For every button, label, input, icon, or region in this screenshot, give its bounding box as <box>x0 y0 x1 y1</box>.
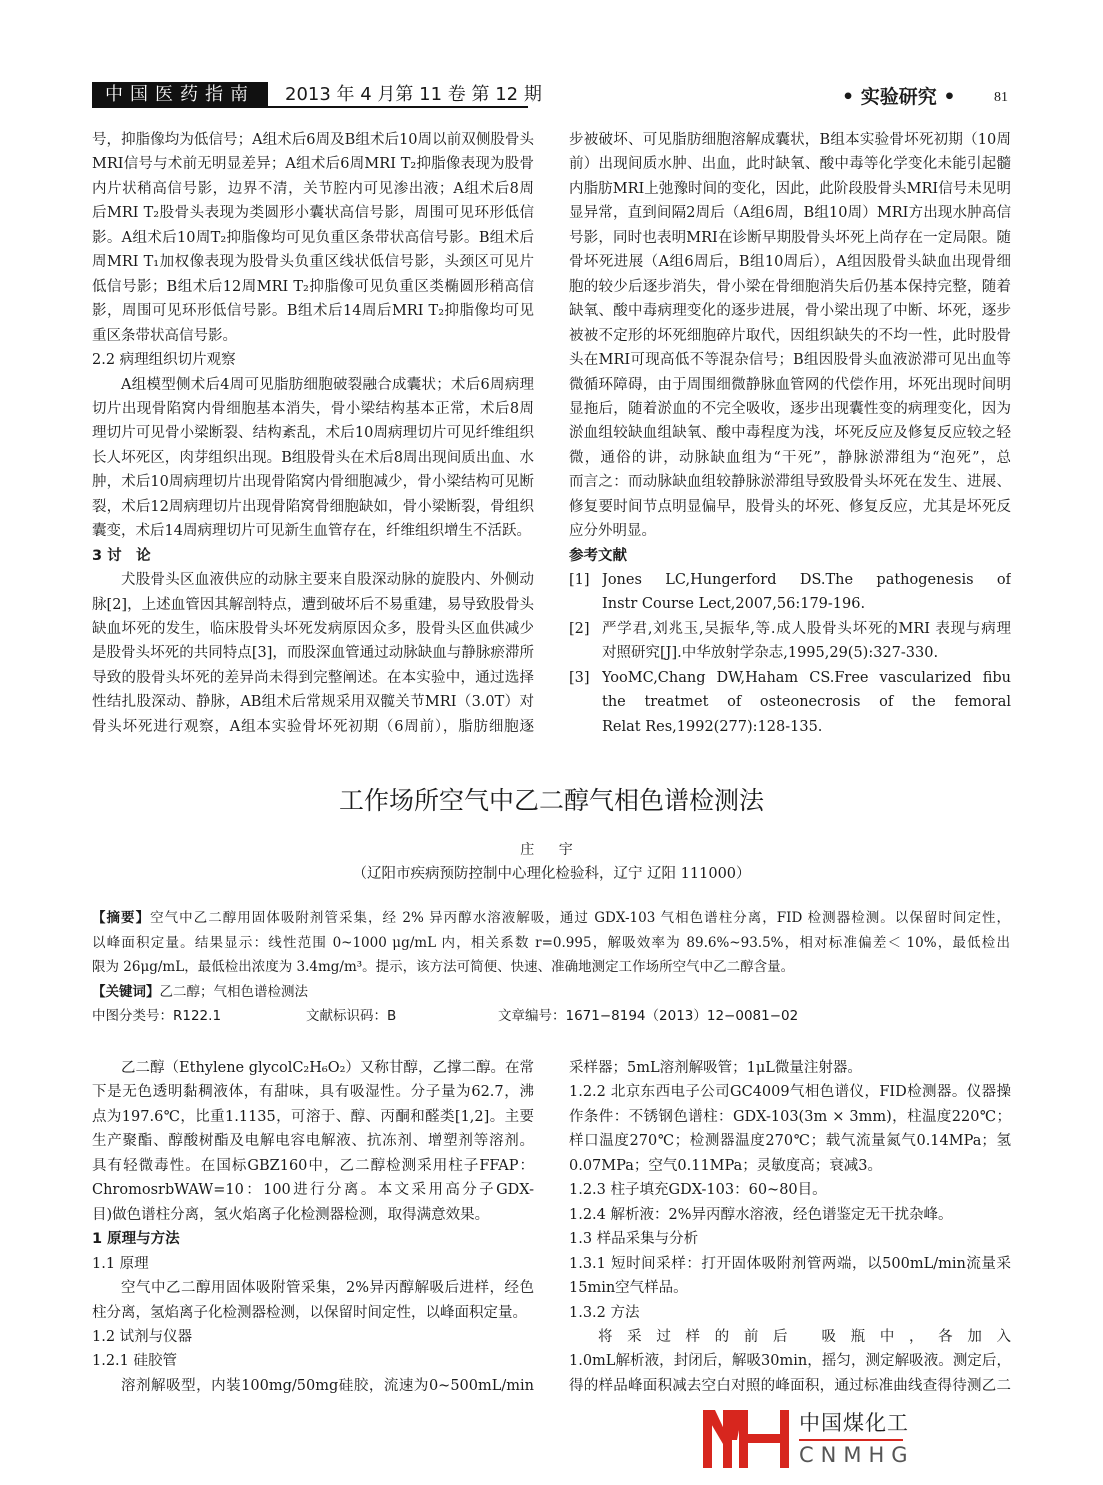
watermark-name-en: CNMHG <box>799 1443 915 1467</box>
text-line: 微循环障碍，由于周围细微静脉血管网的代偿作用，坏死出现时间明 <box>569 376 1011 393</box>
keywords: 乙二醇；气相色谱检测法 <box>159 984 308 1000</box>
abstract-line: 以峰面积定量。结果显示：线性范围 0~1000 μg/mL 内，相关系数 r=0.995，解吸效率为 89.6%~93.5%，相对标准偏差＜ 10%，最低检出 <box>92 935 1010 951</box>
text-line: 点为197.6℃，比重1.1135，可溶于、醇、丙酮和醛类[1,2]。主要 <box>92 1108 534 1125</box>
text-line: 后MRI T₂股骨头表现为类圆形小囊状高信号影，周围可见环形低信 <box>92 205 534 222</box>
abstract-label: 【摘要】 <box>92 910 151 926</box>
watermark-logo <box>703 1410 1013 1470</box>
text-line: 应分外明显。 <box>569 523 656 540</box>
text-line: 号影，同时也表明MRI在诊断早期股骨头坏死上尚存在一定局限。随 <box>569 229 1011 246</box>
text-line: 具有轻微毒性。在国标GBZ160中，乙二醇检测采用柱子FFAP： <box>92 1157 534 1174</box>
section-heading: 参考文献 <box>569 547 627 564</box>
text-line: 号，抑脂像均为低信号；A组术后6周及B组术后10周以前双侧股骨头 <box>92 132 534 148</box>
article-affiliation: （辽阳市疾病预防控制中心理化检验科，辽宁 辽阳 111000） <box>352 866 751 882</box>
reference-text: Relat Res,1992(277):128-135. <box>602 718 823 735</box>
text-line: 囊变，术后14周病理切片可见新生血管存在，纤维组织增生不活跃。 <box>92 523 531 540</box>
keywords-label: 【关键词】 <box>92 984 160 1000</box>
text-line: 1.3.1 短时间采样：打开固体吸附剂管两端，以500mL/min流量采 <box>569 1255 1011 1272</box>
reference-text: 对照研究[J].中华放射学杂志,1995,29(5):327-330. <box>602 645 939 662</box>
abstract-line: 限为 26μg/mL，最低检出浓度为 3.4mg/m³。提示，该方法可简便、快速、准确地测定工作场所空气中乙二醇含量。 <box>92 959 795 975</box>
text-line: 1.2.2 北京东西电子公司GC4009气相色谱仪，FID检测器。仪器操 <box>569 1084 1011 1101</box>
text-line: 溶剂解吸型，内装100mg/50mg硅胶，流速为0~500mL/min <box>121 1377 534 1394</box>
text-line: 乙二醇（Ethylene glycolC₂H₆O₂）又称甘醇，乙撑二醇。在常 <box>121 1060 534 1076</box>
text-line: 将采过样的前后 吸瓶中，各加入 <box>598 1328 1011 1345</box>
text-line: 作条件：不锈钢色谱柱：GDX-103(3m × 3mm)，柱温度220℃； <box>569 1108 1011 1125</box>
text-line: 被被不定形的坏死细胞碎片取代，因组织缺失的不均一性，此时股骨 <box>569 327 1011 344</box>
watermark-name-cn: 中国煤化工 <box>799 1411 909 1435</box>
header-rule <box>92 106 528 108</box>
text-line: 重区条带状高信号影。 <box>92 327 237 344</box>
section-heading: 1 原理与方法 <box>92 1231 180 1248</box>
reference-number: [3] <box>569 669 590 686</box>
text-line: 步被破坏、可见脂肪细胞溶解成囊状，B组本实验骨坏死初期（10周 <box>569 132 1011 148</box>
text-line: 1.0mL解析液，封闭后，解吸30min，摇匀，测定解吸液。测定后， <box>569 1353 1011 1370</box>
text-line: 脉[2]，上述血管因其解剖特点，遭到破坏后不易重建，易导致股骨头 <box>92 596 534 613</box>
text-line: 性结扎股深动、静脉，AB组术后常规采用双髋关节MRI（3.0T）对 <box>92 694 534 711</box>
text-line: 0.07MPa；空气0.11MPa；灵敏度高；衰减3。 <box>569 1157 882 1174</box>
text-line: 头在MRI可现高低不等混杂信号；B组因股骨头血液淤滞可见出血等 <box>569 352 1011 369</box>
text-line: 骨头坏死进行观察，A组本实验骨坏死初期（6周前），脂肪细胞逐 <box>92 718 534 735</box>
mh-logo-icon <box>703 1410 793 1468</box>
reference-text: Instr Course Lect,2007,56:179-196. <box>602 596 866 613</box>
document-code: 文献标识码：B <box>306 1008 397 1024</box>
text-line: 影，周围可见环形低信号影。B组术后14周后MRI T₂抑脂像均可见 <box>92 303 534 320</box>
reference-number: [1] <box>569 572 590 588</box>
text-line: 下是无色透明黏稠液体，有甜味，具有吸湿性。分子量为62.7，沸 <box>92 1084 534 1101</box>
text-line: 微，通俗的讲，动脉缺血组为“干死”，静脉淤滞组为“泡死”，总 <box>569 449 1011 466</box>
text-line: 胞的较少后逐步消失，骨小梁在骨细胞消失后仍基本保持完整，随着 <box>569 278 1011 295</box>
text-line: 显异常，直到间隔2周后（A组6周，B组10周）MRI方出现水肿高信 <box>569 205 1011 222</box>
text-line: 缺氧、酸中毒病理变化的逐步进展，骨小梁出现了中断、坏死，逐步 <box>569 303 1011 320</box>
text-line: 1.3.2 方法 <box>569 1304 640 1321</box>
text-line: 得的样品峰面积减去空白对照的峰面积，通过标准曲线查得待测乙二 <box>569 1377 1011 1394</box>
article-number: 文章编号：1671−8194（2013）12−0081−02 <box>498 1008 799 1024</box>
text-line: 淤血组较缺血组缺氧、酸中毒程度为浅，坏死反应及修复反应较之轻 <box>569 425 1011 442</box>
section-label: • 实验研究 • <box>842 86 956 108</box>
text-line: 前）出现间质水肿、出血，此时缺氧、酸中毒等化学变化未能引起髓 <box>569 156 1011 173</box>
text-line: 生产聚酯、醇酸树酯及电解电容电解液、抗冻剂、增塑剂等溶剂。 <box>92 1133 534 1150</box>
abstract-text: 空气中乙二醇用固体吸附剂管采集，经 2% 异丙醇水溶液解吸，通过 GDX-103 气相色谱柱分离，FID 检测器检测。以保留时间定性， <box>150 910 1010 926</box>
text-line: 1.1 原理 <box>92 1255 149 1272</box>
text-line: 柱分离，氢焰离子化检测器检测，以保留时间定性，以峰面积定量。 <box>92 1304 527 1321</box>
keywords-line <box>92 982 1010 1002</box>
reference-text: the treatmet of osteonecrosis of the femoral <box>602 694 1011 711</box>
article-author: 庄 宇 <box>520 842 583 858</box>
text-line: 1.2.1 硅胶管 <box>92 1353 178 1370</box>
section-heading: 3 讨 论 <box>92 547 151 564</box>
text-line: 理切片可见骨小梁断裂、结构紊乱，术后10周病理切片可见纤维组织 <box>92 425 534 442</box>
text-line: 周MRI T₁加权像表现为股骨头负重区线状低信号影，头颈区可见片 <box>92 254 534 271</box>
text-line: 长人坏死区，肉芽组织出现。B组股骨头在术后8周出现间质出血、水 <box>92 449 534 466</box>
text-line: 2.2 病理组织切片观察 <box>92 352 236 369</box>
text-line: 修复要时间节点明显偏早，股骨头的坏死、修复反应，尤其是坏死反 <box>569 498 1011 515</box>
reference-number: [2] <box>569 620 590 637</box>
text-line: 而言之：而动脉缺血组较静脉淤滞组导致股骨头坏死在发生、进展、 <box>569 474 1011 491</box>
text-line: 目)做色谱柱分离，氢火焰离子化检测器检测，取得满意效果。 <box>92 1206 490 1223</box>
clc-number: 中图分类号：R122.1 <box>92 1008 222 1024</box>
text-line: 影。A组术后10周T₂抑脂像均可见负重区条带状高信号影。B组术后 <box>92 229 534 246</box>
text-line: MRI信号与术前无明显差异；A组术后6周MRI T₂抑脂像表现为股骨 <box>92 156 534 173</box>
reference-text: Jones LC,Hungerford DS.The pathogenesis of <box>602 572 1011 588</box>
text-line: 15min空气样品。 <box>569 1280 688 1297</box>
issue-info: 2013 年 4 月第 11 卷 第 12 期 <box>285 84 542 105</box>
text-line: 1.2 试剂与仪器 <box>92 1328 193 1345</box>
reference-text: YooMC,Chang DW,Haham CS.Free vascularized fibu <box>602 669 1011 686</box>
reference-text: 严学君,刘兆玉,吴振华,等.成人股骨头坏死的MRI 表现与病理 <box>602 620 1011 637</box>
text-line: 1.2.3 柱子填充GDX-103：60~80目。 <box>569 1182 827 1199</box>
text-line: 采样器；5mL溶剂解吸管；1μL微量注射器。 <box>569 1060 862 1076</box>
text-line: 导致的股骨头坏死的差异尚未得到完整阐述。在本实验中，通过选择 <box>92 669 534 686</box>
abstract-line <box>92 908 1010 928</box>
text-line: 1.2.4 解析液：2%异丙醇水溶液，经色谱鉴定无干扰杂峰。 <box>569 1206 953 1223</box>
text-line: 切片出现骨陷窝内骨细胞基本消失，骨小梁结构基本正常，术后8周 <box>92 400 534 417</box>
journal-name: 中国医药指南 <box>92 82 268 107</box>
text-line: 样口温度270℃；检测器温度270℃；载气流量氮气0.14MPa；氢 <box>569 1133 1011 1150</box>
watermark-underline <box>799 1439 903 1441</box>
text-line: 低信号影；B组术后12周MRI T₂抑脂像可见负重区类椭圆形稍高信 <box>92 278 534 295</box>
text-line: 显拖后，随着淤血的不完全吸收，逐步出现囊性变的病理变化，因为 <box>569 400 1011 417</box>
text-line: 内片状稍高信号影，边界不清，关节腔内可见渗出液；A组术后8周 <box>92 180 534 197</box>
text-line: ChromosrbWAW=10：100进行分离。本文采用高分子GDX- <box>92 1182 534 1199</box>
text-line: 1.3 样品采集与分析 <box>569 1231 699 1248</box>
text-line: 骨坏死进展（A组6周后，B组10周后），A组因股骨头缺血出现骨细 <box>569 254 1011 271</box>
article-title: 工作场所空气中乙二醇气相色谱检测法 <box>338 786 764 815</box>
text-line: 犬股骨头区血液供应的动脉主要来自股深动脉的旋股内、外侧动 <box>121 572 534 589</box>
page-number: 81 <box>994 90 1008 105</box>
text-line: 肿，术后10周病理切片出现骨陷窝内骨细胞减少，骨小梁结构可见断 <box>92 474 534 491</box>
text-line: 缺血坏死的发生，临床股骨头坏死发病原因众多，股骨头区血供减少 <box>92 621 534 637</box>
text-line: 裂，术后12周病理切片出现骨陷窝骨细胞缺如，骨小梁断裂，骨组织 <box>92 498 534 515</box>
text-line: 空气中乙二醇用固体吸附管采集，2%异丙醇解吸后进样，经色 <box>121 1280 534 1297</box>
text-line: A组模型侧术后4周可见脂肪细胞破裂融合成囊状；术后6周病理 <box>121 376 534 393</box>
text-line: 内脂肪MRI上弛豫时间的变化，因此，此阶段股骨头MRI信号未见明 <box>569 180 1011 197</box>
text-line: 是股骨头坏死的共同特点[3]，而股深血管通过动脉缺血与静脉瘀滞所 <box>92 645 534 662</box>
